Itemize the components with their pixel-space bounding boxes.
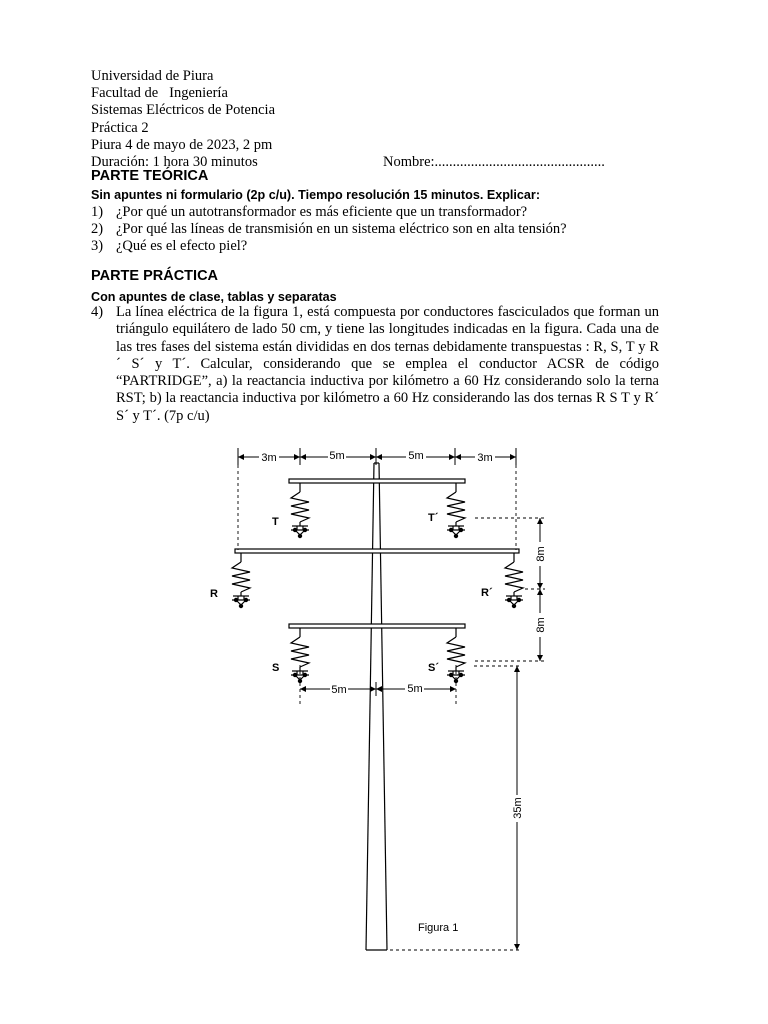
phase-label-R: R: [210, 588, 218, 600]
dim-top-right-inner: 5m: [408, 450, 424, 462]
dim-vertical-lower: 8m: [535, 617, 547, 633]
vertical-dimension-lines: [517, 518, 540, 950]
theory-instructions: Sin apuntes ni formulario (2p c/u). Tiempo resolución 15 minutos. Explicar:: [91, 188, 541, 202]
dim-top-left-outer: 3m: [261, 452, 277, 464]
phase-label-S-prime: S´: [428, 662, 439, 674]
dim-bottom-right: 5m: [407, 683, 423, 695]
phase-label-T-prime: T´: [428, 512, 439, 524]
university-name: Universidad de Piura: [91, 68, 214, 84]
dim-top-left-inner: 5m: [329, 450, 345, 462]
course-name: Sistemas Eléctricos de Potencia: [91, 102, 276, 119]
figure-caption: Figura 1: [418, 922, 459, 934]
question-text: La línea eléctrica de la figura 1, está compuesta por conductores fasciculados que forman un triángulo equilátero de lado 50 cm, y tiene las longitudes indicadas en la figura. Cada una de las tres fases del sistema están divididas en dos ternas debidamente transpuestas : R, S, T y R´ S´ y T´. Calcular, considerando que se emplea el conductor ACSR de código “PARTRIDGE”, a) la reactancia inductiva por kilómetro a 60 Hz considerando solo la terna RST; b) la reactancia inductiva por kilómetro a 60 Hz considerando las dos ternas R S T y R´ S´ y T´. (7p c/u): [116, 304, 659, 424]
phase-label-S: S: [272, 662, 280, 674]
student-name-field: Nombre:...............................................: [383, 153, 605, 170]
dashed-guides: [238, 465, 545, 950]
question-text: ¿Por qué las líneas de transmisión en un sistema eléctrico son en alta tensión?: [116, 221, 567, 237]
dim-top-right-outer: 3m: [477, 452, 493, 464]
insulator-R-prime: [505, 553, 523, 608]
dim-bottom-left: 5m: [331, 684, 347, 696]
dim-height: 35m: [512, 797, 524, 819]
question-number: 2): [91, 221, 104, 237]
middle-crossarm: [235, 549, 519, 553]
insulator-S: [291, 628, 309, 683]
theory-section-title: PARTE TEÓRICA: [91, 168, 209, 184]
dim-vertical-upper: 8m: [535, 546, 547, 562]
question-number: 3): [91, 238, 104, 254]
insulator-S-prime: [447, 628, 465, 683]
question-number: 1): [91, 204, 104, 220]
exam-date: Piura 4 de mayo de 2023, 2 pm: [91, 136, 273, 153]
tower-pole: [366, 463, 387, 950]
insulator-R: [232, 553, 250, 608]
question-text: ¿Por qué un autotransformador es más eficiente que un transformador?: [116, 204, 528, 220]
question-text: ¿Qué es el efecto piel?: [116, 238, 248, 254]
top-crossarm: [289, 479, 465, 483]
practice-number: Práctica 2: [91, 119, 149, 136]
bottom-dimension-line: [300, 682, 456, 696]
question-number: 4): [91, 304, 104, 320]
phase-label-R-prime: R´: [481, 587, 493, 599]
bottom-crossarm: [289, 624, 465, 628]
practice-instructions: Con apuntes de clase, tablas y separatas: [91, 290, 337, 304]
phase-label-T: T: [272, 516, 279, 528]
insulator-T-prime: [447, 483, 465, 538]
faculty-text: Facultad de Ingeniería: [91, 85, 228, 102]
exam-duration: Duración: 1 hora 30 minutos: [91, 153, 258, 170]
practice-section-title: PARTE PRÁCTICA: [91, 268, 219, 284]
insulator-T: [291, 483, 309, 538]
